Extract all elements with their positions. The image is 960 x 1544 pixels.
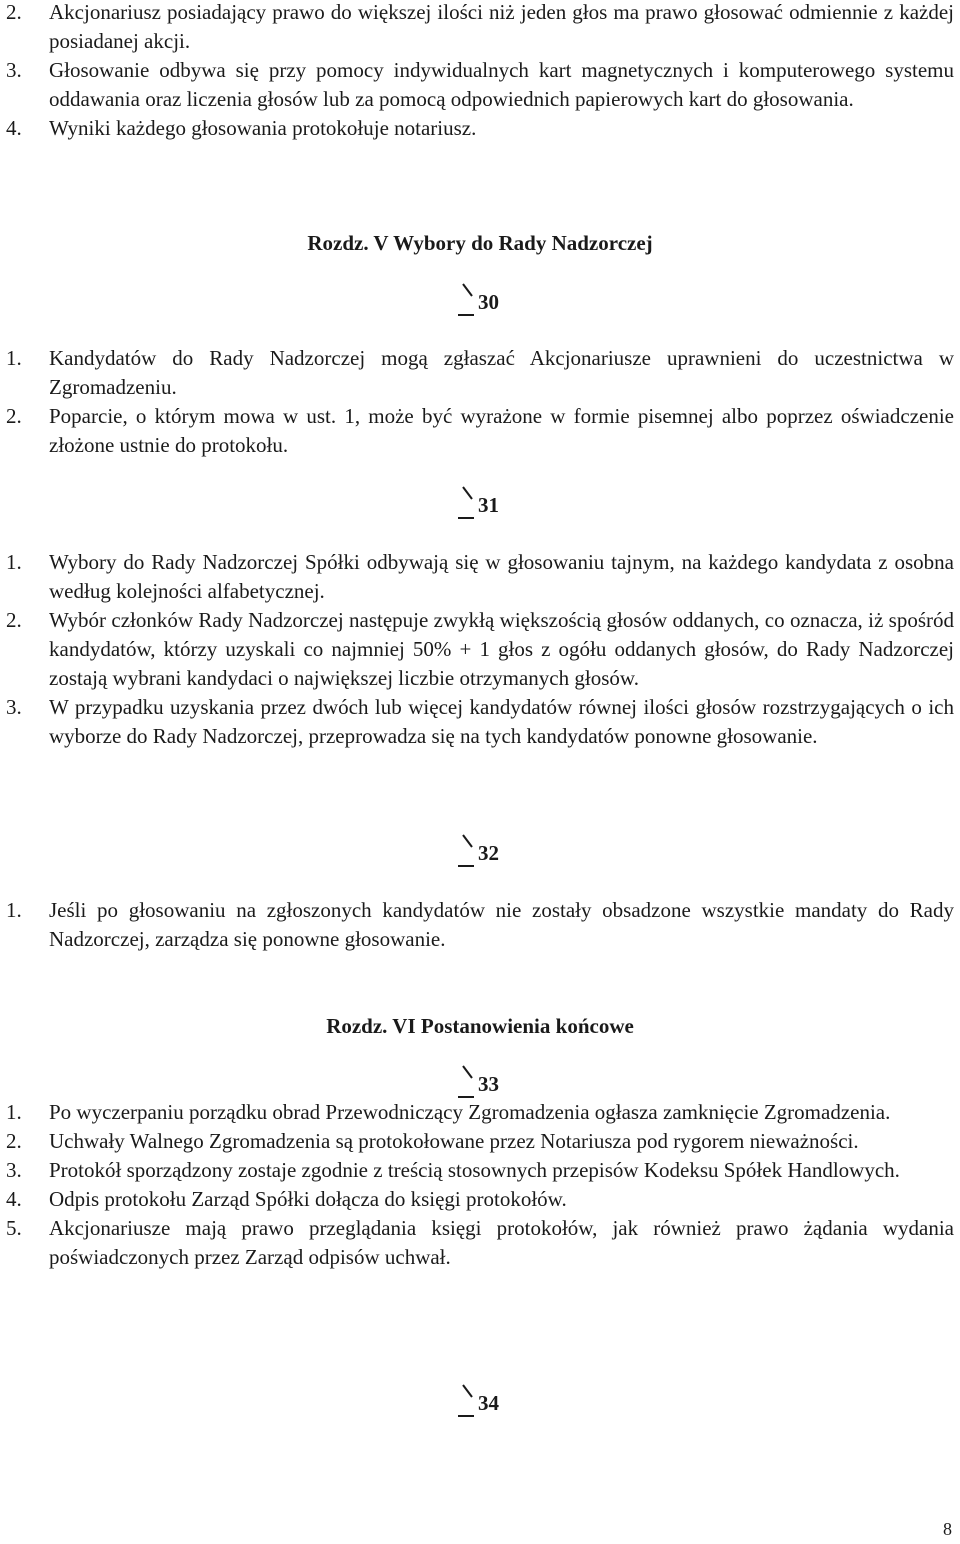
section-sign-icon [458, 1383, 474, 1417]
paragraph-number: 34 [478, 1391, 499, 1415]
list-item [0, 402, 960, 460]
list-item [0, 693, 960, 751]
item-text: Protokół sporządzony zostaje zgodnie z treścią stosownych przepisów Kodeksu Spółek Handlowych. [49, 1158, 900, 1182]
paragraph-number: 32 [478, 841, 499, 865]
item-number: 3. [6, 695, 22, 719]
item-text: Kandydatów do Rady Nadzorczej mogą zgłaszać Akcjonariusze uprawnieni do uczestnictwa w Zgromadzeniu. [49, 346, 954, 399]
paragraph-number: 31 [478, 493, 499, 517]
list-item [0, 0, 960, 56]
item-text: Wyniki każdego głosowania protokołuje notariusz. [49, 116, 477, 140]
section-sign-icon [458, 1064, 474, 1098]
list-item [0, 56, 960, 114]
item-text: W przypadku uzyskania przez dwóch lub więcej kandydatów równej ilości głosów rozstrzygających o ich wyborze do Rady Nadzorczej, przeprowadza się na tych kandydatów ponowne głosowanie. [49, 695, 954, 748]
section-sign-icon [458, 282, 474, 316]
list-item [0, 896, 960, 954]
list-item [0, 606, 960, 693]
item-number: 4. [6, 116, 22, 140]
item-text: Po wyczerpaniu porządku obrad Przewodniczący Zgromadzenia ogłasza zamknięcie Zgromadzenia. [49, 1100, 891, 1124]
par31-list [0, 548, 960, 751]
item-text: Głosowanie odbywa się przy pomocy indywidualnych kart magnetycznych i komputerowego systemu oddawania oraz liczenia głosów lub za pomocą odpowiednich papierowych kart do głosowania. [49, 58, 954, 111]
section-sign-icon [458, 485, 474, 519]
list-item [0, 1156, 960, 1185]
top-list [0, 0, 960, 143]
list-item [0, 344, 960, 402]
par33-list [0, 1098, 960, 1272]
page-number: 8 [943, 1519, 952, 1539]
item-number: 5. [6, 1216, 22, 1240]
item-text: Akcjonariusze mają prawo przeglądania księgi protokołów, jak również prawo żądania wydania poświadczonych przez Zarząd odpisów uchwał. [49, 1216, 954, 1269]
item-text: Odpis protokołu Zarząd Spółki dołącza do księgi protokołów. [49, 1187, 567, 1211]
par32-list [0, 896, 960, 954]
section-sign-icon [458, 833, 474, 867]
list-item [0, 1098, 960, 1127]
item-text: Akcjonariusz posiadający prawo do większej ilości niż jeden głos ma prawo głosować odmiennie z każdej posiadanej akcji. [49, 0, 954, 53]
paragraph-number: 33 [478, 1072, 499, 1096]
list-item [0, 114, 960, 143]
item-number: 2. [6, 0, 22, 24]
item-number: 1. [6, 1100, 22, 1124]
chapter-heading: Rozdz. V Wybory do Rady Nadzorczej [307, 231, 653, 255]
item-text: Wybór członków Rady Nadzorczej następuje zwykłą większością głosów oddanych, co oznacza, iż spośród kandydatów, którzy uzyskali co najmniej 50% + 1 głos z ogółu oddanych głosów, do Rady Nadzorczej zostają wybrani kandydaci o największej liczbie otrzymanych głosów. [49, 608, 954, 690]
item-number: 2. [6, 404, 22, 428]
list-item [0, 1185, 960, 1214]
chapter-heading: Rozdz. VI Postanowienia końcowe [326, 1014, 634, 1038]
item-text: Uchwały Walnego Zgromadzenia są protokołowane przez Notariusza pod rygorem nieważności. [49, 1129, 859, 1153]
item-text: Wybory do Rady Nadzorczej Spółki odbywają się w głosowaniu tajnym, na każdego kandydata z osobna według kolejności alfabetycznej. [49, 550, 954, 603]
list-item [0, 1214, 960, 1272]
list-item [0, 548, 960, 606]
item-number: 2. [6, 608, 22, 632]
item-number: 2. [6, 1129, 22, 1153]
item-number: 3. [6, 58, 22, 82]
item-number: 1. [6, 898, 22, 922]
list-item [0, 1127, 960, 1156]
item-text: Jeśli po głosowaniu na zgłoszonych kandydatów nie zostały obsadzone wszystkie mandaty do Rady Nadzorczej, zarządza się ponowne głosowanie. [49, 898, 954, 951]
item-number: 4. [6, 1187, 22, 1211]
item-number: 1. [6, 550, 22, 574]
par30-list [0, 344, 960, 460]
item-text: Poparcie, o którym mowa w ust. 1, może być wyrażone w formie pisemnej albo poprzez oświadczenie złożone ustnie do protokołu. [49, 404, 954, 457]
item-number: 3. [6, 1158, 22, 1182]
item-number: 1. [6, 346, 22, 370]
paragraph-number: 30 [478, 290, 499, 314]
